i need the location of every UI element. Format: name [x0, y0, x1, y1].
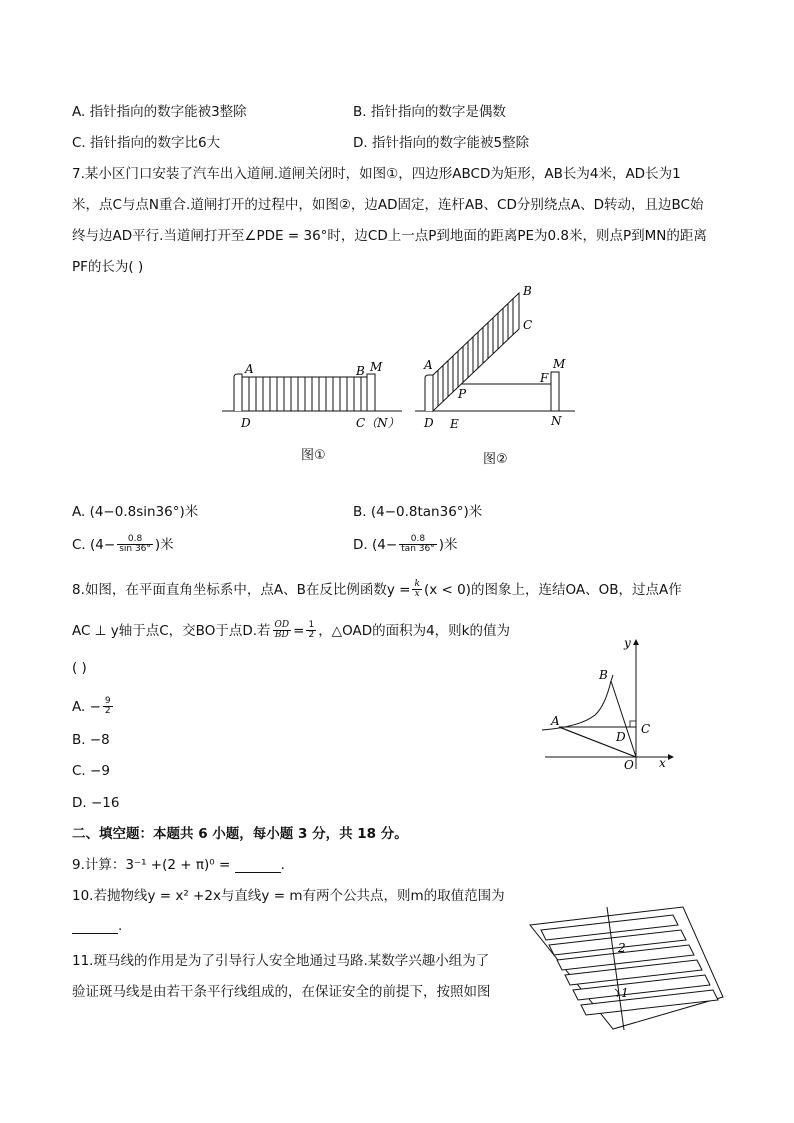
q8-fig-label-y: y	[624, 636, 631, 650]
fig2-label-c: C	[523, 318, 533, 332]
q8-fig-label-o: O	[624, 758, 634, 772]
gate-open-figure	[415, 285, 580, 435]
fig2-label-n: N	[551, 414, 562, 428]
q10-blank[interactable]	[72, 921, 118, 934]
fig1-label-m: M	[370, 360, 383, 374]
q8-line1: 8.如图，在平面直角坐标系中，点A、B在反比例函数y = $\frac{k}{x}$ (x < 0)的图象上，连结OA、OB，过点A作	[72, 579, 682, 600]
zebra-angle-1: 1	[621, 986, 629, 1000]
q8-line2: AC ⊥ y轴于点C，交BO于点D.若 $\frac{OD}{BD}$ = $\frac{1}{2}$ ，△OAD的面积为4，则k的值为	[72, 620, 510, 641]
q7-option-a: A. (4−0.8sin36°)米	[72, 504, 199, 520]
q7-line4: PF的长为( )	[72, 259, 144, 275]
q9-line: 9.计算：3⁻¹ +(2 + π)⁰ = .	[72, 857, 285, 873]
q7-line3: 终与边AD平行.当道闸打开至∠PDE = 36°时，边CD上一点P到地面的距离PE为0.8米，则点P到MN的距离	[72, 228, 707, 244]
q7-option-c: C. (4− $\frac{0.8}{\sin 36^\circ}$ )米	[72, 534, 174, 555]
q10-line1: 10.若抛物线y = x² +2x与直线y = m有两个公共点，则m的取值范围为	[72, 888, 505, 904]
q11-line2: 验证斑马线是由若干条平行线组成的，在保证安全的前提下，按照如图	[72, 984, 491, 1000]
q8-option-b: B. −8	[72, 732, 110, 748]
q8-fig-label-c: C	[641, 722, 651, 736]
q7-line1: 7.某小区门口安装了汽车出入道闸.道闸关闭时，如图①，四边形ABCD为矩形，AB长为4米，AD长为1	[72, 166, 681, 182]
q7-option-d: D. (4− $\frac{0.8}{\tan 36^\circ}$ )米	[353, 534, 458, 555]
fig2-label-m: M	[553, 357, 566, 371]
fig1-label-a: A	[245, 362, 254, 376]
q6-option-b: B. 指针指向的数字是偶数	[353, 104, 506, 120]
zebra-crossing-figure	[525, 905, 735, 1035]
gate-closed-figure	[220, 355, 405, 435]
fig2-caption: 图②	[483, 452, 508, 467]
fig2-label-a: A	[424, 358, 433, 372]
q7-line2: 米，点C与点N重合.道闸打开的过程中，如图②，边AD固定，连杆AB、CD分别绕点A、D转动，且边BC始	[72, 197, 704, 213]
q8-option-c: C. −9	[72, 763, 110, 779]
fig2-label-b: B	[523, 284, 532, 298]
q6-option-c: C. 指针指向的数字比6大	[72, 135, 221, 151]
fig2-label-e: E	[450, 417, 459, 431]
section2-title: 二、填空题：本题共 6 小题，每小题 3 分，共 18 分。	[72, 826, 408, 842]
q11-line1: 11.斑马线的作用是为了引导行人安全地通过马路.某数学兴趣小组为了	[72, 953, 490, 969]
q8-option-a: A. − $\frac{9}{2}$	[72, 696, 111, 717]
q7-option-b: B. (4−0.8tan36°)米	[353, 504, 483, 520]
q8-line3: ( )	[72, 660, 87, 676]
fig1-label-d: D	[241, 416, 251, 430]
q8-option-d: D. −16	[72, 795, 120, 811]
fig1-caption: 图①	[301, 448, 326, 463]
fig1-label-cn: C（N）	[356, 416, 400, 430]
q8-coordinate-figure	[540, 633, 675, 773]
q8-fig-label-b: B	[599, 668, 608, 682]
q6-option-d: D. 指针指向的数字能被5整除	[353, 135, 530, 151]
fig2-label-f: F	[540, 371, 549, 385]
q8-fig-label-x: x	[659, 756, 666, 770]
fig2-label-p: P	[458, 387, 467, 401]
q9-blank[interactable]	[235, 860, 281, 873]
q6-option-a: A. 指针指向的数字能被3整除	[72, 104, 247, 120]
fig2-label-d: D	[424, 416, 434, 430]
q8-fig-label-d: D	[616, 730, 626, 744]
q10-line2: .	[72, 920, 122, 934]
q8-fig-label-a: A	[551, 714, 560, 728]
zebra-angle-2: 2	[618, 941, 626, 955]
fig1-label-b: B	[356, 364, 365, 378]
